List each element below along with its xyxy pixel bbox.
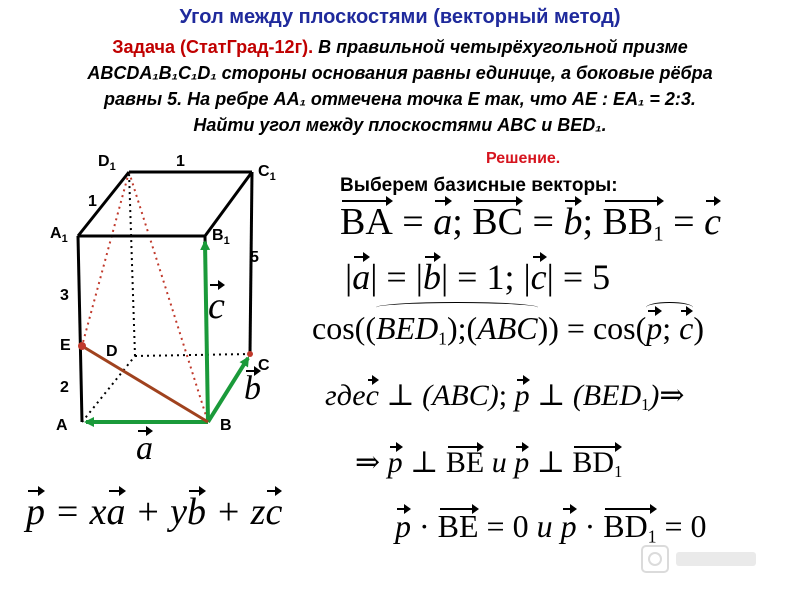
- label-len-3: 3: [60, 287, 69, 304]
- label-D: D: [106, 343, 118, 360]
- problem-line-4: Найти угол между плоскостями ABC и BED₁.: [193, 115, 607, 135]
- label-len-side: 1: [88, 193, 97, 210]
- label-B1: $B_1$: [212, 227, 230, 247]
- label-B: B: [220, 417, 232, 434]
- label-A1: $A_1$: [50, 225, 68, 245]
- problem-line-1: В правильной четырёхугольной призме: [313, 37, 688, 57]
- vector-b: [208, 358, 248, 422]
- label-len-top: 1: [176, 153, 185, 170]
- point-C: [247, 351, 253, 357]
- watermark-logo: [640, 540, 766, 580]
- vector-label-a: a: [136, 430, 153, 467]
- edge-AA1: [78, 236, 82, 422]
- edge-A1D1: [78, 172, 129, 236]
- point-E: [78, 342, 86, 350]
- problem-label: Задача (СтатГрад-12г).: [112, 37, 314, 57]
- vector-c: [205, 242, 208, 422]
- math-dot-products: p · BE = 0 и $p \cdot BD_1 = 0$: [395, 508, 707, 547]
- label-len-5: 5: [250, 249, 259, 266]
- math-perpendicular-vectors: ⇒ p ⊥ BE и p ⊥ $BD_1$: [355, 446, 623, 481]
- problem-line-3: равны 5. На ребре AA₁ отмечена точка E так, что AE : EA₁ = 2:3.: [104, 89, 696, 109]
- watermark-icon: [640, 540, 766, 580]
- segment-D1B: [129, 172, 208, 422]
- label-A: A: [56, 417, 68, 434]
- problem-line-2: ABCDA₁B₁C₁D₁ стороны основания равны единице, а боковые рёбра: [87, 63, 713, 83]
- math-vector-lengths: |a| = |b| = 1; |c| = 5: [345, 257, 611, 297]
- segment-BE: [82, 346, 208, 422]
- vector-label-c: c: [208, 285, 225, 327]
- math-perpendicular-conditions: гдеc ⊥ (ABC); p ⊥ $(BED_1)\Rightarrow$: [325, 379, 685, 414]
- vector-label-b: b: [244, 370, 261, 407]
- solution-label: Решение.: [486, 150, 561, 167]
- slide-title: Угол между плоскостями (векторный метод): [179, 6, 621, 28]
- label-len-2: 2: [60, 379, 69, 396]
- edge-AD-hidden: [82, 356, 135, 422]
- math-basis-vectors: BA = a; BC = b; $BB_1 = c$: [340, 201, 721, 246]
- basis-intro: Выберем базисные векторы:: [340, 175, 618, 196]
- edge-DC-hidden: [135, 354, 250, 356]
- math-cosine-relation: $\cos((BED_1);(ABC)) = \cos(p$; c): [312, 310, 705, 349]
- label-C1: $C_1$: [258, 163, 276, 183]
- label-D1: $D_1$: [98, 153, 116, 173]
- label-C: C: [258, 357, 270, 374]
- math-vector-decomposition: p = xa + yb + zc: [26, 491, 283, 533]
- edge-DD1-hidden: [129, 172, 135, 356]
- label-E: E: [60, 337, 71, 354]
